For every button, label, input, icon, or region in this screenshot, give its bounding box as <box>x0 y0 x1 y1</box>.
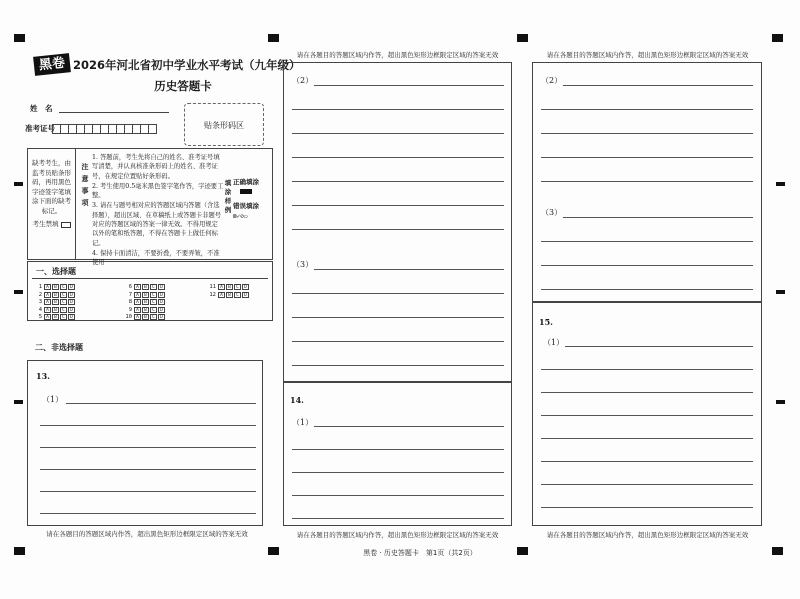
answer-line[interactable] <box>292 317 504 318</box>
choice-question-number: 8 <box>128 299 132 305</box>
choice-option-bubble[interactable]: B <box>52 299 59 305</box>
sub-question-label: （2） <box>292 76 314 85</box>
answer-line[interactable] <box>541 484 753 485</box>
choice-question-row <box>34 299 76 305</box>
choice-option-bubble[interactable]: C <box>150 314 157 320</box>
choice-option-bubble[interactable]: D <box>158 314 165 320</box>
choice-option-bubble[interactable]: C <box>150 284 157 290</box>
choice-question-row <box>34 284 76 290</box>
notice-list <box>92 153 224 269</box>
choice-option-bubble[interactable]: B <box>142 292 149 298</box>
choice-option-bubble[interactable]: C <box>60 292 67 298</box>
sub-question-label: （1） <box>292 418 314 427</box>
registration-mark <box>268 547 279 555</box>
answer-box-q14 <box>283 382 512 526</box>
choice-option-bubble[interactable]: B <box>52 307 59 313</box>
choice-question-row <box>124 307 166 313</box>
notice-item: 4. 保持卡面清洁，不要折叠，不要弄皱，不准使用 <box>92 249 220 267</box>
choice-question-number: 9 <box>128 306 132 313</box>
choice-question-row <box>124 299 166 305</box>
choice-option-bubble[interactable]: C <box>60 299 67 305</box>
exam-title: 2026年河北省初中学业水平考试（九年级） <box>73 58 301 72</box>
choice-option-bubble[interactable]: D <box>158 299 165 305</box>
choice-option-bubble[interactable]: B <box>52 292 59 298</box>
absent-label: 考生禁填 <box>32 220 59 228</box>
choice-option-bubble[interactable]: C <box>60 307 67 313</box>
answer-line[interactable] <box>292 229 504 230</box>
answer-line[interactable] <box>292 495 504 496</box>
choice-question-number: 1 <box>38 284 42 290</box>
choice-option-bubble[interactable]: D <box>242 284 249 290</box>
answer-box-q15 <box>532 302 762 526</box>
choice-option-bubble[interactable]: B <box>142 299 149 305</box>
choice-option-bubble[interactable]: B <box>226 284 233 290</box>
registration-mark <box>14 547 25 555</box>
section-nonchoice-title: 二、非选择题 <box>35 342 83 352</box>
choice-question-row <box>124 314 166 320</box>
choice-option-bubble[interactable]: D <box>68 299 75 305</box>
registration-mark <box>772 34 783 42</box>
section-choice <box>27 261 273 321</box>
choice-option-bubble[interactable]: A <box>134 284 141 290</box>
choice-option-bubble[interactable]: A <box>44 292 51 298</box>
question-number: 14. <box>290 395 304 405</box>
choice-option-bubble[interactable]: B <box>142 307 149 313</box>
registration-mark <box>14 34 25 42</box>
absent-text: 缺考考生，由监考员贴条形码，再用黑色字迹签字笔填涂下面的缺考标记。 <box>32 159 71 215</box>
absent-checkbox[interactable] <box>61 222 71 228</box>
choice-option-bubble[interactable]: A <box>44 284 51 290</box>
boundary-note: 请在各题目的答题区域内作答，超出黑色矩形边框限定区域的答案无效 <box>546 51 749 59</box>
answer-line[interactable] <box>292 181 504 182</box>
section-choice-title: 一、选择题 <box>36 266 76 276</box>
choice-option-bubble[interactable]: C <box>150 307 157 313</box>
choice-option-bubble[interactable]: D <box>158 284 165 290</box>
notice-item: 1. 答题前，考生先将自己的姓名、准考证号填写清楚，并认真核准条形码上的姓名、准考证号，在规定位置贴好条形码。 <box>92 154 220 180</box>
answer-line[interactable] <box>541 369 753 370</box>
fill-correct-label: 正确填涂 <box>233 178 259 186</box>
answer-line[interactable] <box>292 133 504 134</box>
choice-option-bubble[interactable]: D <box>158 307 165 313</box>
notice-item: 3. 请在与题号相对应的答题区域内答题（含选择题），超出区域、在草稿纸上或答题卡非题号对应的答题区域的答案一律无效。不得用规定以外的笔和纸答题，不得在答题卡上做任何标记。 <box>92 202 222 247</box>
answer-line[interactable] <box>292 293 504 294</box>
boundary-note: 请在各题目的答题区域内作答，超出黑色矩形边框限定区域的答案无效 <box>46 530 248 538</box>
answer-line[interactable] <box>314 269 504 270</box>
choice-option-bubble[interactable]: B <box>226 292 233 298</box>
answer-line[interactable] <box>292 449 504 450</box>
answer-line[interactable] <box>292 157 504 158</box>
barcode-area: 贴条形码区 <box>184 103 264 146</box>
choice-question-row <box>34 314 76 320</box>
answer-line[interactable] <box>40 513 256 514</box>
answer-line[interactable] <box>541 133 753 134</box>
answer-panel-q12-cont <box>283 62 512 382</box>
name-label: 姓 名 <box>30 104 53 113</box>
sub-question-label: （2） <box>541 76 563 85</box>
sub-question-label: （1） <box>543 338 565 347</box>
sub-question-label: （1） <box>42 395 64 404</box>
choice-question-row <box>208 284 250 290</box>
choice-option-bubble[interactable]: D <box>68 284 75 290</box>
choice-option-bubble[interactable]: C <box>234 284 241 290</box>
choice-question-number: 2 <box>38 291 42 298</box>
choice-question-number: 10 <box>125 314 132 320</box>
choice-option-bubble[interactable]: A <box>134 292 141 298</box>
choice-option-bubble[interactable]: B <box>142 314 149 320</box>
boundary-note: 请在各题目的答题区域内作答，超出黑色矩形边框限定区域的答案无效 <box>296 531 499 539</box>
choice-question-number: 6 <box>128 284 132 290</box>
answer-line[interactable] <box>40 425 256 426</box>
name-field[interactable] <box>59 112 169 113</box>
sub-question-label: （3） <box>292 260 314 269</box>
notice-heading: 注意事项 <box>81 162 89 207</box>
choice-question-row <box>34 307 76 313</box>
answer-line[interactable] <box>541 265 753 266</box>
choice-option-bubble[interactable]: C <box>150 292 157 298</box>
answer-line[interactable] <box>541 461 753 462</box>
choice-option-bubble[interactable]: C <box>60 314 67 320</box>
choice-question-row <box>124 292 166 298</box>
choice-option-bubble[interactable]: D <box>68 307 75 313</box>
fill-wrong-label: 错误填涂 <box>233 202 259 210</box>
answer-line[interactable] <box>292 109 504 110</box>
answer-line[interactable] <box>541 392 753 393</box>
choice-question-number: 3 <box>38 299 42 305</box>
question-number: 13. <box>36 371 50 381</box>
choice-option-bubble[interactable]: C <box>150 299 157 305</box>
choice-option-bubble[interactable]: A <box>44 307 51 313</box>
answer-line[interactable] <box>292 365 504 366</box>
page-footer: 黑卷 · 历史答题卡 第1页（共2页） <box>363 549 477 557</box>
choice-option-bubble[interactable]: B <box>52 284 59 290</box>
card-title: 历史答题卡 <box>154 79 212 93</box>
answer-line[interactable] <box>314 426 504 427</box>
registration-mark <box>772 547 783 555</box>
choice-question-row <box>34 292 76 298</box>
choice-option-bubble[interactable]: A <box>218 292 225 298</box>
side-mark <box>14 400 23 404</box>
choice-question-number: 4 <box>38 306 42 313</box>
answer-line[interactable] <box>541 438 753 439</box>
answer-line[interactable] <box>292 472 504 473</box>
side-mark <box>14 182 23 186</box>
choice-option-bubble[interactable]: B <box>52 314 59 320</box>
choice-question-number: 5 <box>38 314 42 320</box>
notice-item: 2. 考生使用0.5毫米黑色签字笔作答，字迹要工整。 <box>92 182 224 200</box>
choice-option-bubble[interactable]: D <box>68 292 75 298</box>
absent-notice <box>28 149 76 259</box>
divider <box>32 278 268 279</box>
side-mark <box>14 290 23 294</box>
answer-line[interactable] <box>565 346 753 347</box>
side-mark <box>776 290 785 294</box>
choice-option-bubble[interactable]: B <box>142 284 149 290</box>
answer-line[interactable] <box>292 205 504 206</box>
choice-question-row <box>124 284 166 290</box>
answer-line[interactable] <box>541 241 753 242</box>
answer-box-q13 <box>27 360 263 526</box>
answer-line[interactable] <box>563 85 753 86</box>
question-number: 15. <box>539 317 553 327</box>
answer-line[interactable] <box>40 491 256 492</box>
answer-line[interactable] <box>541 507 753 508</box>
answer-line[interactable] <box>541 289 753 290</box>
choice-question-row <box>208 292 250 298</box>
registration-mark <box>268 34 279 42</box>
choice-option-bubble[interactable]: D <box>68 314 75 320</box>
choice-option-bubble[interactable]: A <box>218 284 225 290</box>
fill-wrong-marks: ⊠✓⊘▭ <box>233 213 248 220</box>
id-number-boxes[interactable] <box>52 124 156 134</box>
answer-line[interactable] <box>66 403 256 404</box>
answer-line[interactable] <box>314 85 504 86</box>
exam-badge: 黑卷 <box>33 53 71 76</box>
fill-sample-heading: 填涂样例 <box>224 179 232 214</box>
answer-panel-q14-cont <box>532 62 762 302</box>
choice-option-bubble[interactable]: C <box>234 292 241 298</box>
sub-question-label: （3） <box>541 208 563 217</box>
notice-box <box>27 148 273 267</box>
choice-option-bubble[interactable]: A <box>134 314 141 320</box>
answer-line[interactable] <box>40 447 256 448</box>
registration-mark <box>517 34 528 42</box>
choice-option-bubble[interactable]: A <box>44 299 51 305</box>
choice-option-bubble[interactable]: A <box>134 299 141 305</box>
choice-option-bubble[interactable]: C <box>60 284 67 290</box>
fill-correct-mark <box>240 189 252 194</box>
answer-line[interactable] <box>541 181 753 182</box>
choice-option-bubble[interactable]: D <box>158 292 165 298</box>
side-mark <box>776 400 785 404</box>
answer-line[interactable] <box>292 518 504 519</box>
answer-line[interactable] <box>40 469 256 470</box>
answer-line[interactable] <box>292 341 504 342</box>
answer-line[interactable] <box>563 217 753 218</box>
answer-line[interactable] <box>541 415 753 416</box>
choice-question-number: 12 <box>209 291 216 298</box>
choice-option-bubble[interactable]: D <box>242 292 249 298</box>
id-label: 准考证号 <box>25 124 55 133</box>
side-mark <box>776 182 785 186</box>
answer-line[interactable] <box>541 109 753 110</box>
choice-question-number: 7 <box>128 291 132 298</box>
boundary-note: 请在各题目的答题区域内作答，超出黑色矩形边框限定区域的答案无效 <box>546 531 749 539</box>
choice-option-bubble[interactable]: A <box>134 307 141 313</box>
choice-question-number: 11 <box>209 284 216 290</box>
boundary-note: 请在各题目的答题区域内作答，超出黑色矩形边框限定区域的答案无效 <box>296 51 499 59</box>
answer-line[interactable] <box>541 157 753 158</box>
choice-option-bubble[interactable]: A <box>44 314 51 320</box>
